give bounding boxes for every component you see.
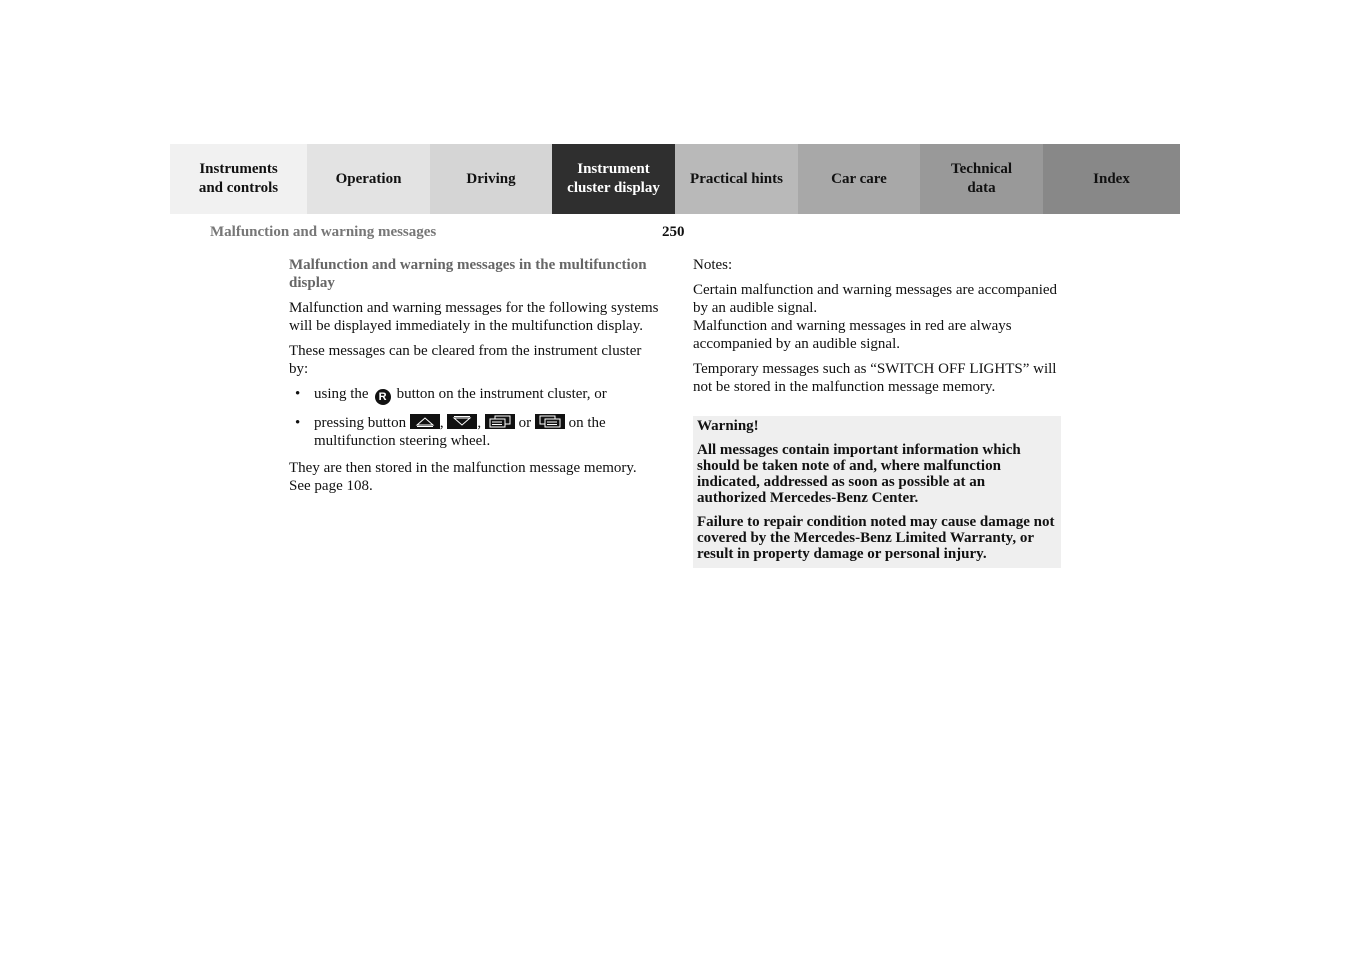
arrow-up-key-icon <box>410 414 440 429</box>
bullet: • <box>295 386 301 402</box>
tab-label: Technical <box>950 161 1013 177</box>
tab-label: data <box>967 180 996 196</box>
bullet-text: button on the instrument cluster, or <box>396 386 607 402</box>
warning-box <box>693 416 1061 568</box>
reset-button-icon <box>375 389 391 405</box>
subheading: Malfunction and warning messages in the multifunction display <box>289 257 647 291</box>
reset-icon-letter: R <box>378 391 387 403</box>
warning-paragraph: All messages contain important information which should be taken note of and, where malfunction indicated, addressed as soon as possible at an authorized Mercedes-Benz Center. <box>697 442 1021 506</box>
tab-instrument-cluster-display[interactable] <box>552 144 675 214</box>
page-number: 250 <box>662 224 685 240</box>
tab-technical-data[interactable] <box>920 144 1043 214</box>
next-display-key-icon <box>485 414 515 429</box>
tab-label: Car care <box>831 170 887 187</box>
right-column <box>693 256 1061 568</box>
tab-label: Instruments <box>199 161 278 177</box>
separator: , <box>477 415 482 431</box>
tab-practical-hints[interactable] <box>675 144 798 214</box>
storage-paragraph: They are then stored in the malfunction message memory. See page 108. <box>289 460 637 494</box>
bullet-text: pressing button <box>314 415 407 431</box>
tab-operation[interactable] <box>307 144 430 214</box>
tab-label: cluster display <box>567 180 660 196</box>
note-temporary-messages: Temporary messages such as “SWITCH OFF LIGHTS” will not be stored in the malfunction message memory. <box>693 361 1057 395</box>
clear-messages-paragraph: These messages can be cleared from the instrument cluster by: <box>289 343 642 377</box>
left-column <box>289 256 659 502</box>
or-text: or <box>518 415 532 431</box>
bullet-text: on the multifunction steering wheel. <box>314 415 606 449</box>
list-item <box>289 414 659 450</box>
note-audible-signal <box>693 281 1061 353</box>
tab-index[interactable] <box>1043 144 1180 214</box>
tab-label: and controls <box>198 180 279 196</box>
note-text: Malfunction and warning messages in red are always accompanied by an audible signal. <box>693 318 1012 352</box>
bullet-text: using the <box>314 386 369 402</box>
warning-paragraph: Failure to repair condition noted may cause damage not covered by the Mercedes-Benz Limited Warranty, or result in property damage or personal injury. <box>697 514 1055 562</box>
list-item <box>289 385 659 405</box>
tab-label: Practical hints <box>690 170 783 187</box>
bullet: • <box>295 415 301 431</box>
warning-heading: Warning! <box>697 418 759 434</box>
tab-label: Operation <box>335 170 402 187</box>
intro-paragraph: Malfunction and warning messages for the following systems will be displayed immediately in the multifunction display. <box>289 300 659 334</box>
tab-instruments-and-controls[interactable] <box>170 144 307 214</box>
separator: , <box>439 415 444 431</box>
notes-label: Notes: <box>693 257 733 273</box>
section-title: Malfunction and warning messages <box>210 224 437 240</box>
note-text: Certain malfunction and warning messages are accompanied by an audible signal. <box>693 282 1058 316</box>
chapter-tab-bar <box>170 144 1180 214</box>
tab-label: Index <box>1093 170 1130 187</box>
tab-car-care[interactable] <box>798 144 920 214</box>
tab-label: Instrument <box>577 161 650 177</box>
tab-driving[interactable] <box>430 144 552 214</box>
tab-label: Driving <box>466 170 516 187</box>
previous-display-key-icon <box>535 414 565 429</box>
clear-methods-list <box>289 385 659 450</box>
arrow-down-key-icon <box>447 414 477 429</box>
